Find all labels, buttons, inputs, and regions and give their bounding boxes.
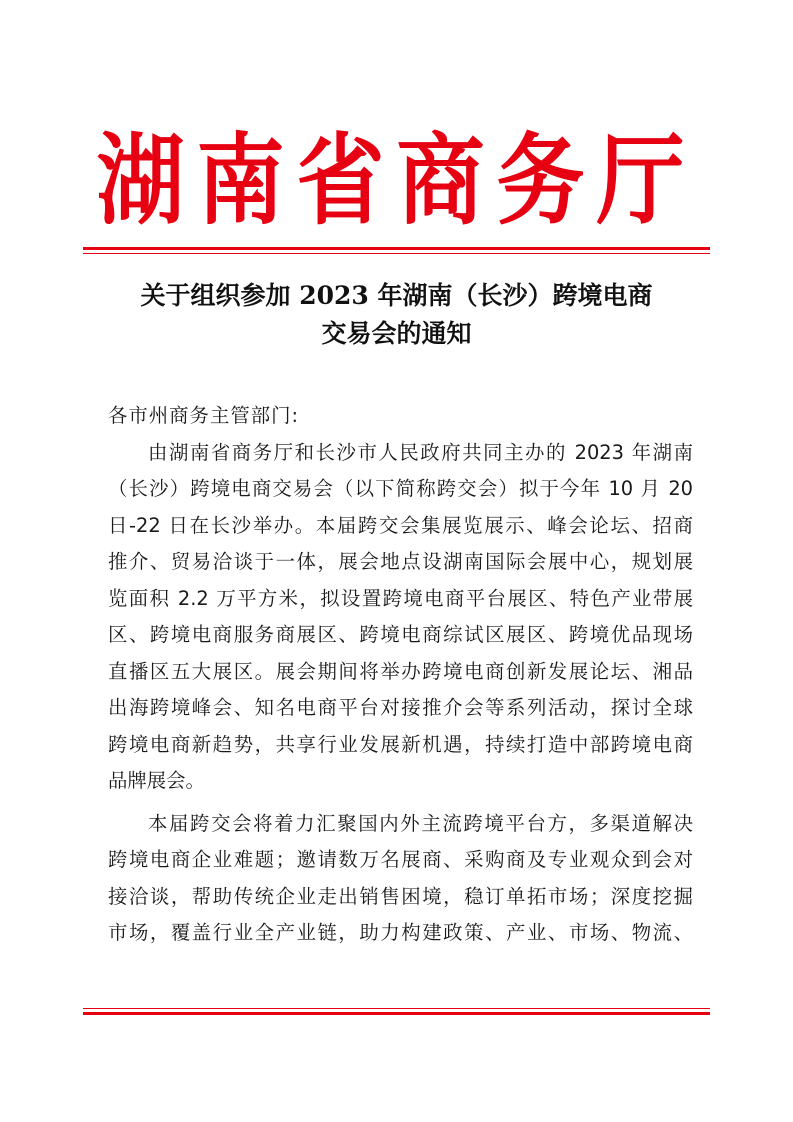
addressee: 各市州商务主管部门: [108, 404, 300, 427]
title-line-1: 关于组织参加 2023 年湖南（长沙）跨境电商 [140, 281, 653, 310]
paragraph-line: 出海跨境峰会、知名电商平台对接推介会等系列活动，探讨全球 [108, 696, 693, 719]
paragraph-line: 跨境电商企业难题；邀请数万名展商、采购商及专业观众到会对 [108, 848, 693, 871]
paragraph-line: 跨境电商新趋势，共享行业发展新机遇，持续打造中部跨境电商 [108, 732, 693, 756]
paragraph-line: 推介、贸易洽谈于一体，展会地点设湖南国际会展中心，规划展 [108, 550, 693, 573]
footer-divider-thick [83, 1012, 710, 1015]
paragraph-2 [108, 806, 693, 952]
paragraph-line: 本届跨交会将着力汇聚国内外主流跨境平台方，多渠道解决 [148, 811, 693, 835]
paragraph-line: 直播区五大展区。展会期间将举办跨境电商创新发展论坛、湘品 [108, 659, 693, 683]
paragraph-1 [108, 435, 693, 800]
paragraph-line: 接洽谈，帮助传统企业走出销售困境，稳订单拓市场；深度挖掘 [108, 884, 693, 908]
document-body [108, 398, 693, 952]
header-divider-thick [83, 247, 710, 250]
footer-divider-thin [83, 1008, 710, 1009]
masthead-org-name: 湖南省商务厅 [96, 121, 697, 238]
paragraph-line: 览面积 2.2 万平方米，拟设置跨境电商平台展区、特色产业带展 [108, 586, 693, 610]
paragraph-line: 市场，覆盖行业全产业链，助力构建政策、产业、市场、物流、 [108, 921, 693, 944]
paragraph-line: 区、跨境电商服务商展区、跨境电商综试区展区、跨境优品现场 [108, 623, 693, 646]
paragraph-line: （长沙）跨境电商交易会（以下简称跨交会）拟于今年 10 月 20 [108, 477, 693, 500]
header-divider-thin [83, 253, 710, 254]
paragraph-line: 品牌展会。 [108, 769, 205, 792]
paragraph-line: 日-22 日在长沙举办。本届跨交会集展览展示、峰会论坛、招商 [108, 513, 693, 537]
title-line-2: 交易会的通知 [321, 319, 472, 348]
paragraph-line: 由湖南省商务厅和长沙市人民政府共同主办的 2023 年湖南 [148, 440, 693, 464]
document-title [60, 277, 733, 353]
